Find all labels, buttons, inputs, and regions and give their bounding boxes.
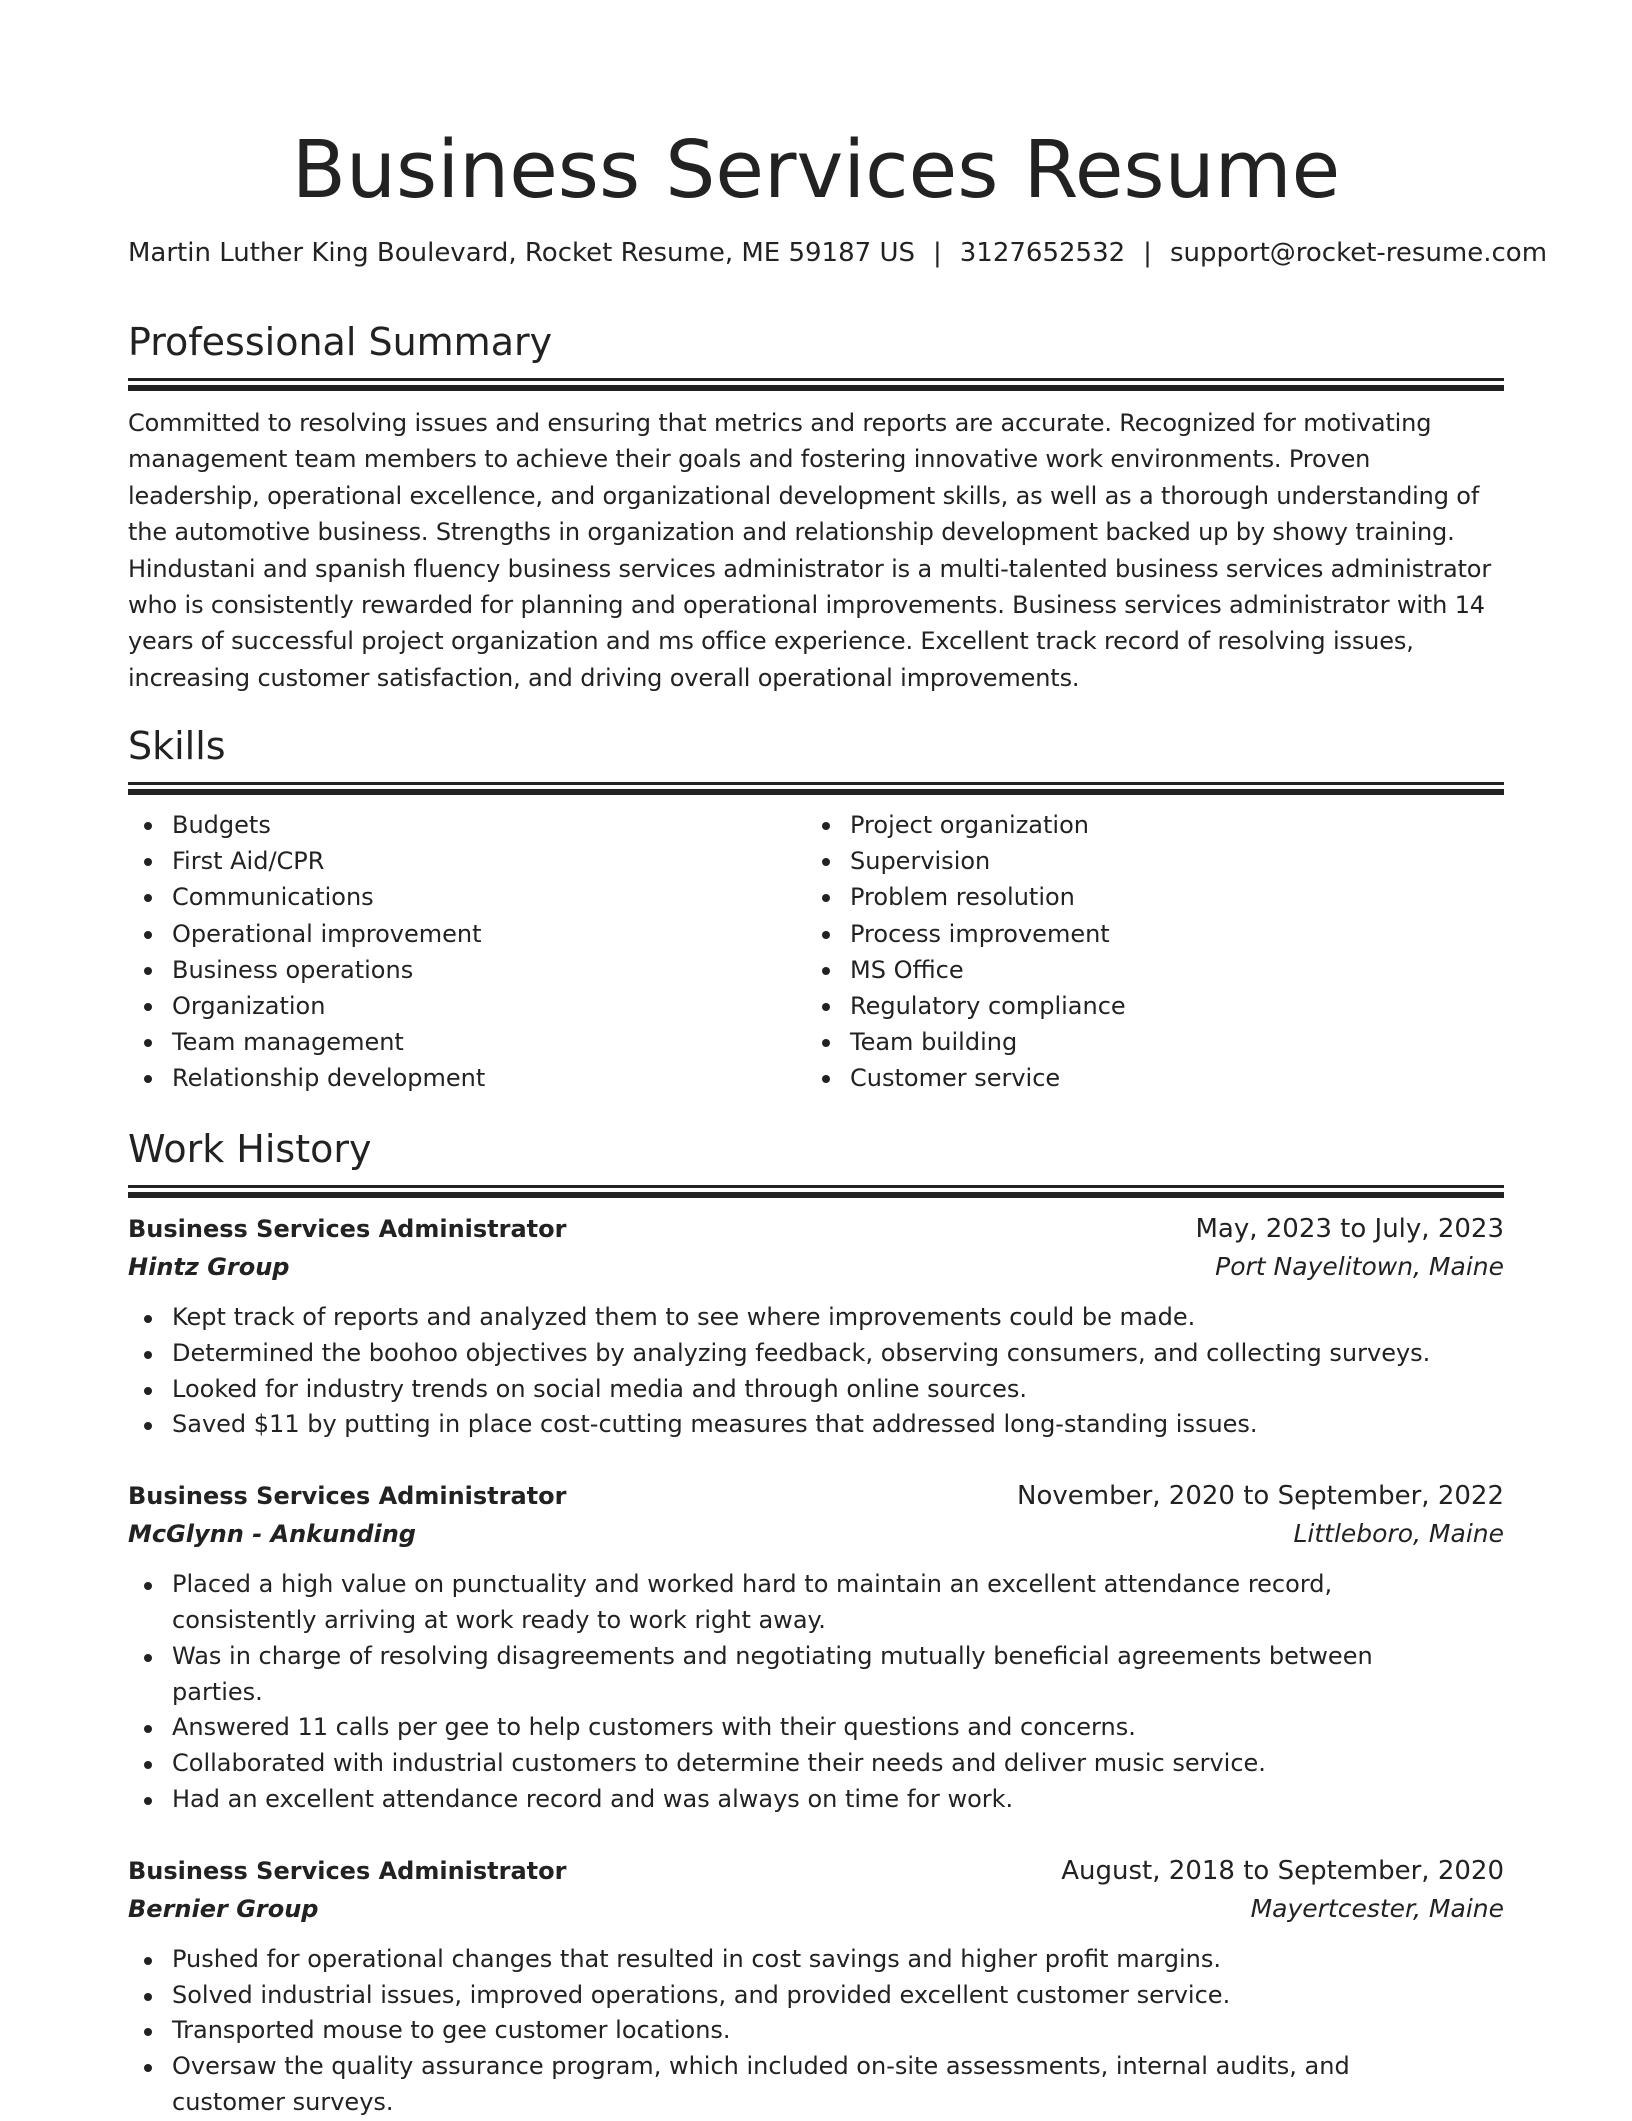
- skills-column-right: [806, 807, 1484, 1097]
- resume-page: [128, 0, 1548, 2116]
- section-heading: Skills: [128, 724, 226, 768]
- job-bullet: Placed a high value on punctuality and worked hard to maintain an excellent attendance record, consistently arriving at work ready to work right away.: [128, 1567, 1504, 1639]
- skill-item: Process improvement: [806, 916, 1484, 952]
- job-company: Hintz Group: [128, 1253, 290, 1281]
- section-heading: Work History: [128, 1127, 372, 1171]
- job-company-row: [128, 1515, 1504, 1553]
- job-company-row: [128, 1890, 1504, 1928]
- job-bullets: [128, 1300, 1504, 1443]
- job-entry: [128, 1477, 1504, 1818]
- skill-item: Business operations: [128, 952, 806, 988]
- job-company-row: [128, 1248, 1504, 1286]
- job-title: Business Services Administrator: [128, 1856, 567, 1885]
- job-bullet: Oversaw the quality assurance program, which included on-site assessments, internal audits, and customer surveys.: [128, 2049, 1504, 2121]
- skill-item: Supervision: [806, 843, 1484, 879]
- skill-item: Relationship development: [128, 1060, 806, 1096]
- skill-item: Team building: [806, 1024, 1484, 1060]
- section-divider: [128, 1185, 1504, 1188]
- job-entry: [128, 1210, 1504, 1443]
- skill-item: MS Office: [806, 952, 1484, 988]
- skill-item: Project organization: [806, 807, 1484, 843]
- job-bullet: Determined the boohoo objectives by analyzing feedback, observing consumers, and collecting surveys.: [128, 1336, 1504, 1372]
- job-location: Mayertcester, Maine: [1250, 1893, 1504, 1923]
- summary-text: Committed to resolving issues and ensuring that metrics and reports are accurate. Recognized for motivating management team members to achieve their goals and fostering innovative work environments. Proven leadership, operational excellence, and organizational development skills, as well as a thorough understanding of the automotive business. Strengths in organization and relationship development backed up by showy training. Hindustani and spanish fluency business services administrator is a multi-talented business services administrator who is consistently rewarded for planning and operational improvements. Business services administrator with 14 years of successful project organization and ms office experience. Excellent track record of resolving issues, increasing customer satisfaction, and driving overall operational improvements.: [128, 409, 1492, 692]
- job-entry: [128, 1852, 1504, 2121]
- job-dates: August, 2018 to September, 2020: [1061, 1855, 1504, 1886]
- job-dates: May, 2023 to July, 2023: [1195, 1214, 1504, 1244]
- job-bullet: Kept track of reports and analyzed them to see where improvements could be made.: [128, 1300, 1504, 1336]
- job-bullet: Solved industrial issues, improved operations, and provided excellent customer service.: [128, 1978, 1504, 2014]
- skills-columns: [128, 807, 1504, 1097]
- job-company: McGlynn - Ankunding: [128, 1520, 416, 1549]
- job-bullets: [128, 1567, 1504, 1818]
- job-title: Business Services Administrator: [128, 1215, 567, 1243]
- skills-section: [128, 722, 1504, 1097]
- job-bullet: Transported mouse to gee customer locations.: [128, 2013, 1504, 2049]
- skill-item: Organization: [128, 988, 806, 1024]
- resume-title: Business Services Resume: [291, 124, 1341, 216]
- job-bullet: Pushed for operational changes that resulted in cost savings and higher profit margins.: [128, 1942, 1504, 1978]
- skill-item: Team management: [128, 1024, 806, 1060]
- job-bullet: Had an excellent attendance record and was always on time for work.: [128, 1782, 1504, 1818]
- skill-item: Regulatory compliance: [806, 988, 1484, 1024]
- job-company: Bernier Group: [128, 1894, 319, 1923]
- contact-phone: 3127652532: [959, 238, 1126, 268]
- contact-address: Martin Luther King Boulevard, Rocket Resume, ME 59187 US: [128, 238, 915, 268]
- job-dates: November, 2020 to September, 2022: [1017, 1481, 1504, 1512]
- contact-email: support@rocket-resume.com: [1169, 238, 1548, 268]
- skill-item: Budgets: [128, 807, 806, 843]
- contact-separator: |: [1143, 238, 1152, 268]
- skills-column-left: [128, 807, 806, 1097]
- job-location: Littleboro, Maine: [1293, 1519, 1504, 1549]
- job-title: Business Services Administrator: [128, 1482, 567, 1511]
- skill-item: Communications: [128, 879, 806, 915]
- skill-item: Customer service: [806, 1060, 1484, 1096]
- professional-summary-section: [128, 318, 1504, 720]
- section-divider: [128, 782, 1504, 785]
- section-heading: Professional Summary: [128, 320, 553, 364]
- job-bullet: Was in charge of resolving disagreements and negotiating mutually beneficial agreements between parties.: [128, 1639, 1504, 1711]
- job-header-row: [128, 1210, 1504, 1248]
- job-header-row: [128, 1852, 1504, 1890]
- contact-separator: |: [932, 238, 942, 268]
- job-bullet: Looked for industry trends on social media and through online sources.: [128, 1372, 1504, 1408]
- job-bullet: Saved $11 by putting in place cost-cutting measures that addressed long-standing issues.: [128, 1407, 1504, 1443]
- skill-item: Operational improvement: [128, 916, 806, 952]
- contact-line: [128, 236, 1548, 270]
- skill-item: First Aid/CPR: [128, 843, 806, 879]
- job-bullet: Answered 11 calls per gee to help customers with their questions and concerns.: [128, 1710, 1504, 1746]
- work-history-section: [128, 1125, 1504, 2121]
- job-bullet: Collaborated with industrial customers to determine their needs and deliver music service.: [128, 1746, 1504, 1782]
- section-divider: [128, 378, 1504, 381]
- job-bullets: [128, 1942, 1504, 2121]
- job-location: Port Nayelitown, Maine: [1215, 1252, 1504, 1281]
- job-header-row: [128, 1477, 1504, 1515]
- skill-item: Problem resolution: [806, 879, 1484, 915]
